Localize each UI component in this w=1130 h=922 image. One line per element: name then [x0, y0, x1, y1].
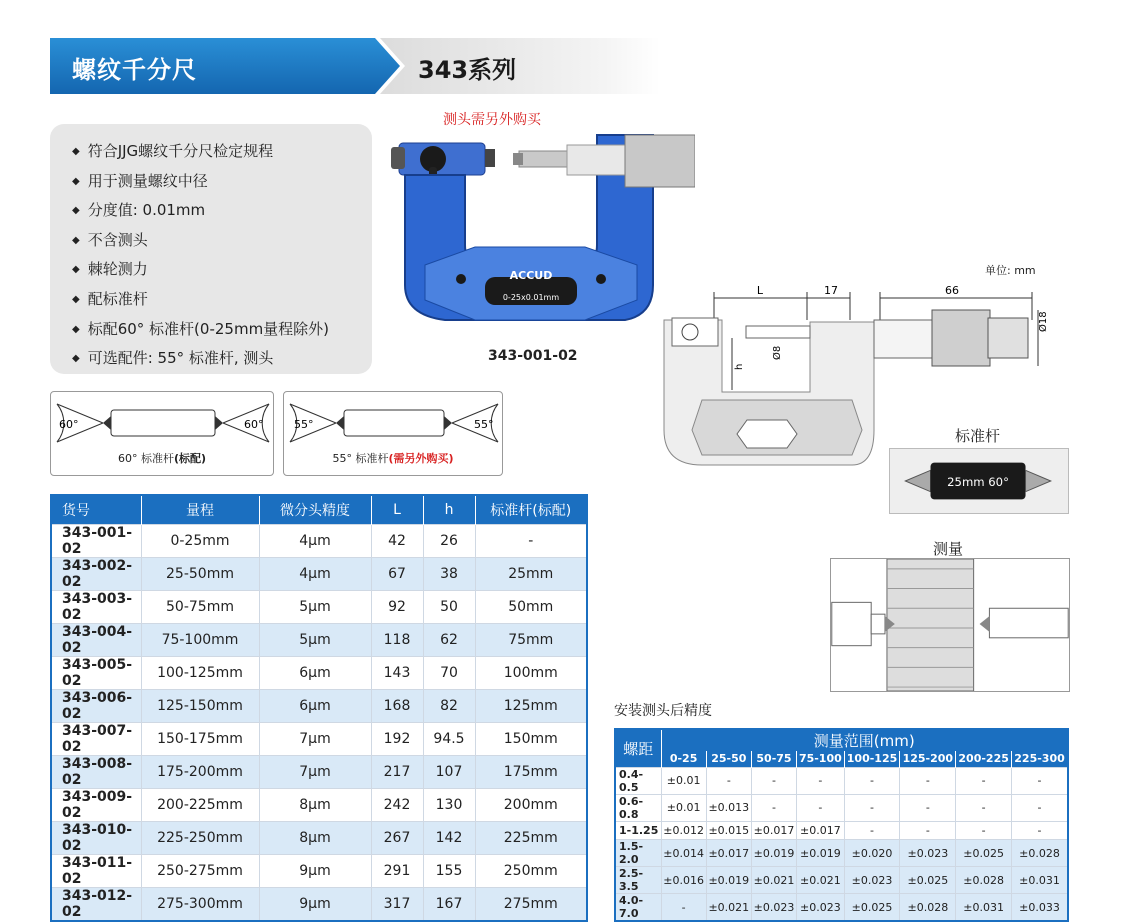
rod60-caption-standard: (标配): [173, 452, 207, 465]
col-header: 货号: [51, 495, 141, 524]
accuracy-cell: -: [661, 894, 706, 922]
range-col-header: 100-125: [844, 751, 900, 767]
accuracy-cell: ±0.021: [706, 894, 751, 922]
col-header: 量程: [141, 495, 259, 524]
table-cell: 250-275mm: [141, 854, 259, 887]
accuracy-cell: -: [844, 821, 900, 840]
table-cell: 6μm: [259, 656, 371, 689]
table-cell: 150-175mm: [141, 722, 259, 755]
accuracy-cell: ±0.014: [661, 840, 706, 867]
micrometer-photo: [385, 115, 695, 355]
rod60-left-angle: 60°: [59, 418, 79, 431]
unit-label: 单位: mm: [985, 264, 1036, 277]
col-header: 标准杆(标配): [475, 495, 587, 524]
accuracy-header-row: [615, 729, 1068, 751]
table-header-row: [51, 495, 587, 524]
table-cell: 100-125mm: [141, 656, 259, 689]
accuracy-title: 安装测头后精度: [614, 703, 712, 719]
range-col-header: 25-50: [706, 751, 751, 767]
page-header: [50, 38, 660, 94]
accuracy-cell: -: [956, 821, 1012, 840]
feature-list: [50, 124, 372, 374]
table-cell: 6μm: [259, 689, 371, 722]
accuracy-cell: -: [900, 821, 956, 840]
table-cell: 343-012-02: [51, 887, 141, 921]
range-col-header: 125-200: [900, 751, 956, 767]
product-table: [50, 494, 588, 922]
measure-image: [830, 558, 1070, 692]
probe-note: 测头需另外购买: [443, 112, 541, 128]
col-header: 微分头精度: [259, 495, 371, 524]
table-cell: 70: [423, 656, 475, 689]
rod-55-drawing: [284, 392, 504, 452]
table-cell: 50-75mm: [141, 590, 259, 623]
table-cell: 343-005-02: [51, 656, 141, 689]
dim-66: 66: [945, 284, 959, 297]
accuracy-cell: ±0.01: [661, 767, 706, 794]
range-col-header: 0-25: [661, 751, 706, 767]
dim-d8: Ø8: [772, 345, 783, 360]
rod-60-drawing: [51, 392, 275, 452]
rod55-caption-text: 55° 标准杆: [332, 452, 389, 465]
standard-rod-label: 25mm 60°: [947, 474, 1009, 489]
accuracy-cell: 1.5-2.0: [615, 840, 661, 867]
accuracy-cell: ±0.021: [751, 867, 796, 894]
table-cell: 343-001-02: [51, 524, 141, 557]
feature-item: ◆ 标配60° 标准杆(0-25mm量程除外): [72, 316, 372, 346]
accuracy-cell: ±0.019: [706, 867, 751, 894]
table-cell: 155: [423, 854, 475, 887]
table-cell: 7μm: [259, 722, 371, 755]
table-cell: 50: [423, 590, 475, 623]
col-header: h: [423, 495, 475, 524]
table-cell: 143: [371, 656, 423, 689]
table-row: [51, 821, 587, 854]
brand-label: ACCUD: [509, 269, 553, 282]
table-row: [51, 722, 587, 755]
table-cell: 25mm: [475, 557, 587, 590]
accuracy-cell: ±0.033: [1012, 894, 1068, 922]
table-cell: 125mm: [475, 689, 587, 722]
rod55-left-angle: 55°: [294, 418, 314, 431]
table-row: [51, 755, 587, 788]
table-cell: 275-300mm: [141, 887, 259, 921]
range-header: 测量范围(mm): [661, 729, 1068, 751]
table-cell: 343-008-02: [51, 755, 141, 788]
accuracy-cell: ±0.017: [751, 821, 796, 840]
table-row: [51, 590, 587, 623]
accuracy-cell: ±0.025: [844, 894, 900, 922]
table-cell: 130: [423, 788, 475, 821]
table-cell: 50mm: [475, 590, 587, 623]
table-cell: 4μm: [259, 557, 371, 590]
accuracy-cell: -: [844, 767, 900, 794]
table-cell: 92: [371, 590, 423, 623]
accuracy-range-row: [615, 751, 1068, 767]
table-cell: -: [475, 524, 587, 557]
table-cell: 82: [423, 689, 475, 722]
standard-rod-image: [889, 448, 1069, 514]
accuracy-row: [615, 867, 1068, 894]
accuracy-cell: ±0.019: [797, 840, 845, 867]
accuracy-cell: ±0.01: [661, 794, 706, 821]
accuracy-cell: -: [956, 794, 1012, 821]
accuracy-cell: -: [900, 794, 956, 821]
table-cell: 343-010-02: [51, 821, 141, 854]
photo-caption: 343-001-02: [488, 348, 578, 364]
table-cell: 75-100mm: [141, 623, 259, 656]
pitch-header: 螺距: [615, 729, 661, 767]
rod55-caption-note: (需另外购买): [388, 452, 454, 465]
table-cell: 62: [423, 623, 475, 656]
accuracy-cell: ±0.031: [1012, 867, 1068, 894]
table-cell: 267: [371, 821, 423, 854]
dim-h: h: [734, 363, 745, 370]
table-cell: 42: [371, 524, 423, 557]
table-cell: 94.5: [423, 722, 475, 755]
table-cell: 75mm: [475, 623, 587, 656]
accuracy-cell: 0.6-0.8: [615, 794, 661, 821]
table-cell: 291: [371, 854, 423, 887]
accuracy-cell: -: [956, 767, 1012, 794]
series-title: 343系列: [418, 56, 517, 84]
accuracy-cell: ±0.023: [844, 867, 900, 894]
accuracy-cell: -: [797, 767, 845, 794]
table-cell: 200-225mm: [141, 788, 259, 821]
accuracy-row: [615, 767, 1068, 794]
feature-item: ◆ 棘轮测力: [72, 256, 372, 286]
accuracy-cell: ±0.017: [706, 840, 751, 867]
table-cell: 175mm: [475, 755, 587, 788]
table-cell: 317: [371, 887, 423, 921]
table-cell: 0-25mm: [141, 524, 259, 557]
table-cell: 9μm: [259, 854, 371, 887]
feature-item: ◆ 用于测量螺纹中径: [72, 168, 372, 198]
accuracy-cell: ±0.020: [844, 840, 900, 867]
accuracy-cell: ±0.025: [900, 867, 956, 894]
table-cell: 167: [423, 887, 475, 921]
table-cell: 343-009-02: [51, 788, 141, 821]
accuracy-cell: -: [706, 767, 751, 794]
table-cell: 343-006-02: [51, 689, 141, 722]
table-cell: 343-011-02: [51, 854, 141, 887]
table-cell: 142: [423, 821, 475, 854]
accuracy-cell: ±0.028: [1012, 840, 1068, 867]
table-cell: 67: [371, 557, 423, 590]
table-cell: 250mm: [475, 854, 587, 887]
rod-55-box: [283, 391, 503, 476]
accuracy-cell: ±0.015: [706, 821, 751, 840]
accuracy-cell: 1-1.25: [615, 821, 661, 840]
table-row: [51, 524, 587, 557]
table-row: [51, 854, 587, 887]
dim-d18: Ø18: [1038, 311, 1049, 332]
table-cell: 26: [423, 524, 475, 557]
accuracy-row: [615, 821, 1068, 840]
accuracy-cell: -: [1012, 767, 1068, 794]
accuracy-cell: ±0.028: [900, 894, 956, 922]
table-cell: 5μm: [259, 623, 371, 656]
table-row: [51, 656, 587, 689]
accuracy-row: [615, 894, 1068, 922]
table-cell: 125-150mm: [141, 689, 259, 722]
accuracy-cell: ±0.025: [956, 840, 1012, 867]
table-cell: 225-250mm: [141, 821, 259, 854]
accuracy-cell: ±0.019: [751, 840, 796, 867]
table-cell: 8μm: [259, 821, 371, 854]
accuracy-cell: ±0.012: [661, 821, 706, 840]
table-cell: 9μm: [259, 887, 371, 921]
standard-rod-title: 标准杆: [955, 427, 1001, 445]
table-cell: 8μm: [259, 788, 371, 821]
table-cell: 107: [423, 755, 475, 788]
rod60-caption: [51, 450, 273, 466]
rod55-right-angle: 55°: [474, 418, 494, 431]
feature-item: ◆ 配标准杆: [72, 286, 372, 316]
table-cell: 150mm: [475, 722, 587, 755]
rod-60-box: [50, 391, 274, 476]
accuracy-cell: ±0.017: [797, 821, 845, 840]
feature-item: ◆ 不含测头: [72, 227, 372, 257]
accuracy-cell: -: [1012, 794, 1068, 821]
feature-item: ◆ 可选配件: 55° 标准杆, 测头: [72, 345, 372, 375]
accuracy-cell: 0.4-0.5: [615, 767, 661, 794]
accuracy-cell: ±0.023: [797, 894, 845, 922]
table-cell: 175-200mm: [141, 755, 259, 788]
feature-item: ◆ 分度值: 0.01mm: [72, 197, 372, 227]
page-title: 螺纹千分尺: [72, 56, 197, 84]
accuracy-cell: ±0.016: [661, 867, 706, 894]
accuracy-cell: 4.0-7.0: [615, 894, 661, 922]
accuracy-row: [615, 794, 1068, 821]
dim-17: 17: [824, 284, 838, 297]
table-cell: 38: [423, 557, 475, 590]
accuracy-cell: ±0.013: [706, 794, 751, 821]
accuracy-cell: -: [900, 767, 956, 794]
feature-item: ◆ 符合JJG螺纹千分尺检定规程: [72, 138, 372, 168]
accuracy-cell: ±0.023: [900, 840, 956, 867]
accuracy-cell: ±0.023: [751, 894, 796, 922]
accuracy-table: [614, 728, 1069, 922]
range-col-header: 200-225: [956, 751, 1012, 767]
table-cell: 118: [371, 623, 423, 656]
table-cell: 343-004-02: [51, 623, 141, 656]
table-cell: 168: [371, 689, 423, 722]
table-cell: 200mm: [475, 788, 587, 821]
accuracy-cell: -: [751, 794, 796, 821]
accuracy-cell: -: [844, 794, 900, 821]
table-cell: 217: [371, 755, 423, 788]
accuracy-cell: ±0.028: [956, 867, 1012, 894]
table-cell: 4μm: [259, 524, 371, 557]
frame-range-label: 0-25x0.01mm: [502, 293, 560, 302]
table-cell: 5μm: [259, 590, 371, 623]
accuracy-cell: ±0.031: [956, 894, 1012, 922]
table-cell: 275mm: [475, 887, 587, 921]
table-cell: 225mm: [475, 821, 587, 854]
range-col-header: 50-75: [751, 751, 796, 767]
range-col-header: 75-100: [797, 751, 845, 767]
measure-title: 测量: [933, 540, 964, 558]
accuracy-cell: 2.5-3.5: [615, 867, 661, 894]
rod60-caption-text: 60° 标准杆: [117, 452, 174, 465]
accuracy-cell: ±0.021: [797, 867, 845, 894]
table-row: [51, 557, 587, 590]
table-row: [51, 788, 587, 821]
table-cell: 192: [371, 722, 423, 755]
table-row: [51, 623, 587, 656]
accuracy-cell: -: [751, 767, 796, 794]
table-cell: 25-50mm: [141, 557, 259, 590]
table-cell: 343-007-02: [51, 722, 141, 755]
accuracy-row: [615, 840, 1068, 867]
rod60-right-angle: 60°: [244, 418, 264, 431]
table-cell: 7μm: [259, 755, 371, 788]
table-row: [51, 689, 587, 722]
accuracy-cell: -: [797, 794, 845, 821]
dim-L: L: [756, 284, 764, 297]
rod55-caption: [284, 450, 502, 466]
accuracy-cell: -: [1012, 821, 1068, 840]
table-cell: 343-002-02: [51, 557, 141, 590]
dimension-drawing: [662, 280, 1062, 470]
col-header: L: [371, 495, 423, 524]
table-cell: 242: [371, 788, 423, 821]
range-col-header: 225-300: [1012, 751, 1068, 767]
table-cell: 343-003-02: [51, 590, 141, 623]
table-cell: 100mm: [475, 656, 587, 689]
